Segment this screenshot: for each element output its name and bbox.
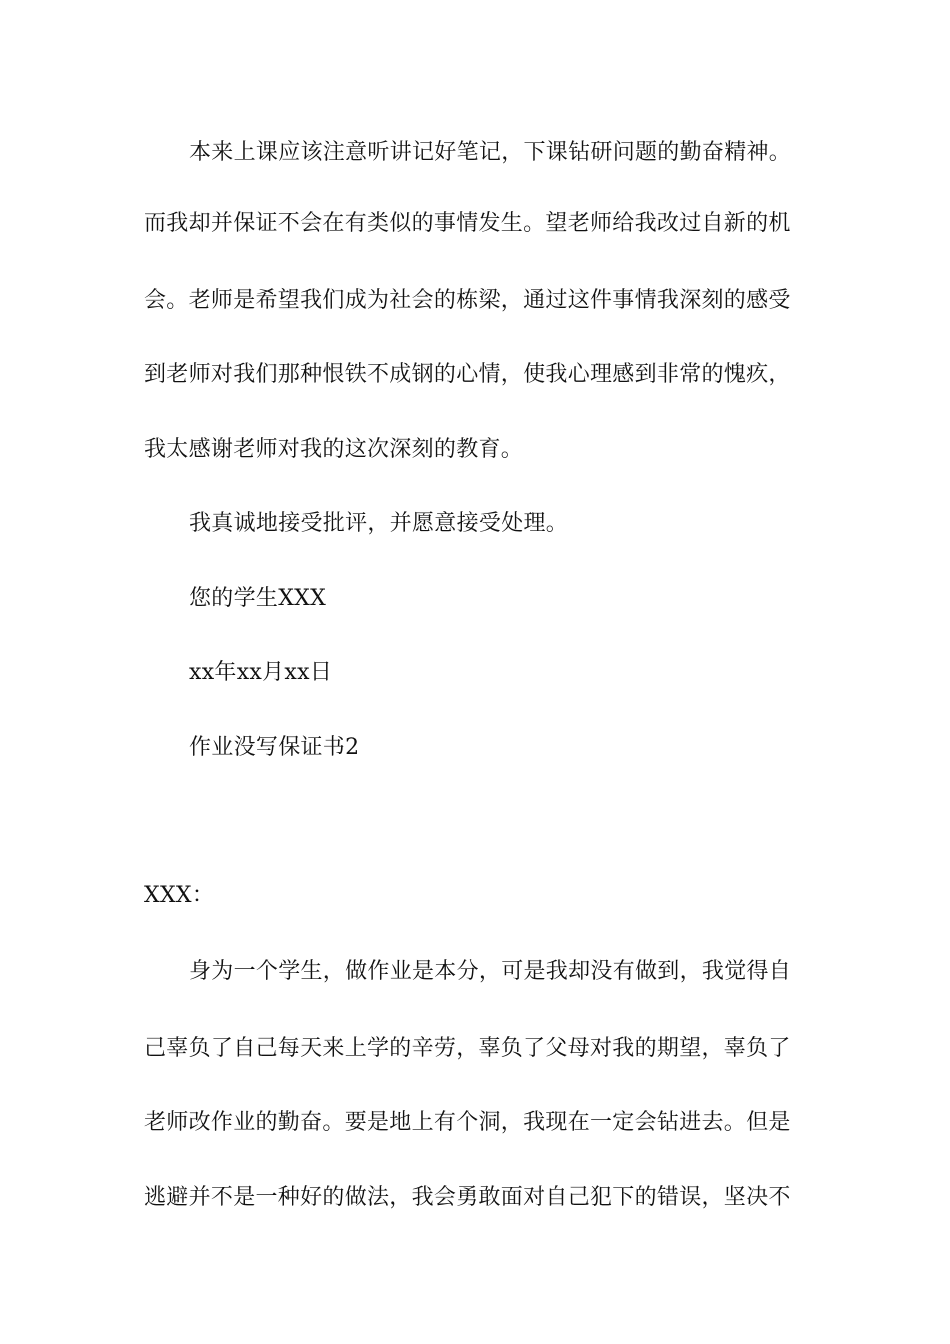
paragraph-line: 逃避并不是一种好的做法，我会勇敢面对自己犯下的错误，坚决不 xyxy=(144,1185,791,1210)
paragraph-line: 会。老师是希望我们成为社会的栋梁，通过这件事情我深刻的感受 xyxy=(144,288,791,313)
paragraph-line: 而我却并保证不会在有类似的事情发生。望老师给我改过自新的机 xyxy=(144,211,791,236)
paragraph-line: 本来上课应该注意听讲记好笔记，下课钻研问题的勤奋精神。 xyxy=(189,140,792,165)
salutation: XXX： xyxy=(144,883,215,908)
signature: 您的学生XXX xyxy=(189,586,327,611)
paragraph-line: 身为一个学生，做作业是本分，可是我却没有做到，我觉得自 xyxy=(189,959,792,984)
paragraph-line: 我太感谢老师对我的这次深刻的教育。 xyxy=(144,437,524,462)
date-line: xx年xx月xx日 xyxy=(189,660,333,685)
paragraph-line: 己辜负了自己每天来上学的辛劳，辜负了父母对我的期望，辜负了 xyxy=(144,1036,791,1061)
paragraph-line: 老师改作业的勤奋。要是地上有个洞，我现在一定会钻进去。但是 xyxy=(144,1110,791,1135)
accept-statement: 我真诚地接受批评，并愿意接受处理。 xyxy=(189,511,569,536)
paragraph-line: 到老师对我们那种恨铁不成钢的心情，使我心理感到非常的愧疚， xyxy=(144,362,791,387)
section-title: 作业没写保证书2 xyxy=(189,735,360,760)
